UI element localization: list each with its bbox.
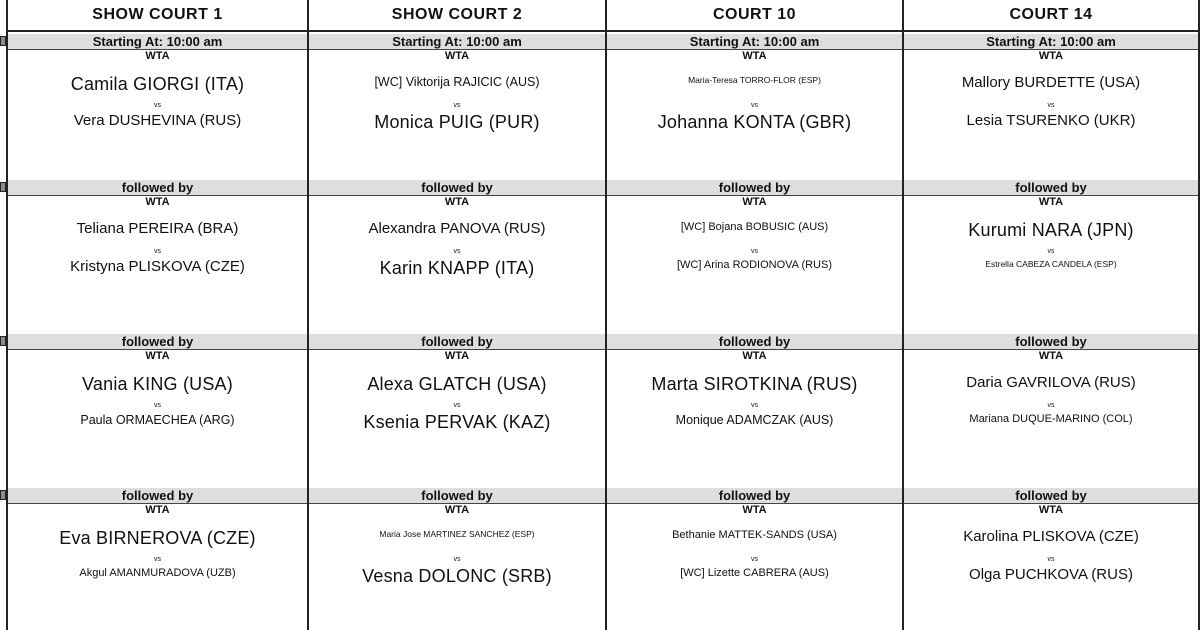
versus-label: vs (751, 402, 758, 409)
tour-label: WTA (742, 350, 767, 362)
versus-label: vs (751, 102, 758, 109)
player-one: Vania KING (USA) (82, 374, 233, 394)
player-two: Ksenia PERVAK (KAZ) (363, 412, 551, 432)
tour-label: WTA (444, 504, 470, 516)
player-one: [WC] Viktorija RAJICIC (AUS) (374, 75, 540, 89)
player-two: Paula ORMAECHEA (ARG) (80, 413, 235, 427)
court-column (605, 0, 902, 630)
versus-label: vs (453, 248, 461, 255)
versus-label: vs (1047, 248, 1055, 255)
tour-label: WTA (145, 196, 170, 208)
versus-label: vs (453, 402, 461, 409)
versus-label: vs (154, 102, 161, 109)
followed-by-label: followed by (8, 180, 307, 196)
court-name: SHOW COURT 2 (309, 0, 605, 32)
followed-by-label: followed by (904, 180, 1198, 196)
tour-label: WTA (145, 50, 170, 62)
tour-label: WTA (1038, 504, 1064, 516)
versus-label: vs (453, 556, 461, 563)
followed-by-label: followed by (607, 334, 902, 350)
versus-label: vs (751, 248, 758, 255)
tour-label: WTA (145, 504, 170, 516)
followed-by-label: followed by (904, 334, 1198, 350)
player-two: Estrella CABEZA CANDELA (ESP) (985, 259, 1117, 269)
followed-by-label: followed by (8, 488, 307, 504)
player-one: Alexa GLATCH (USA) (367, 374, 547, 394)
tour-label: WTA (742, 50, 767, 62)
player-one: Maria-Teresa TORRO-FLOR (ESP) (688, 75, 821, 85)
versus-label: vs (751, 556, 758, 563)
start-time: Starting At: 10:00 am (607, 34, 902, 50)
player-two: Monique ADAMCZAK (AUS) (675, 413, 834, 427)
followed-by-label: followed by (309, 334, 605, 350)
court-name: COURT 10 (607, 0, 902, 32)
player-one: Daria GAVRILOVA (RUS) (966, 374, 1136, 391)
tour-label: WTA (444, 196, 470, 208)
court-column (6, 0, 307, 630)
followed-by-label: followed by (904, 488, 1198, 504)
tour-label: WTA (444, 350, 470, 362)
start-time: Starting At: 10:00 am (904, 34, 1198, 50)
player-one: Kurumi NARA (JPN) (968, 220, 1134, 240)
followed-by-label: followed by (607, 180, 902, 196)
player-two: Karin KNAPP (ITA) (379, 258, 535, 278)
player-two: Lesia TSURENKO (UKR) (966, 112, 1136, 129)
tour-label: WTA (742, 196, 767, 208)
player-one: Eva BIRNEROVA (CZE) (59, 528, 256, 548)
court-name: SHOW COURT 1 (8, 0, 307, 32)
player-two: Mariana DUQUE-MARINO (COL) (969, 413, 1133, 425)
player-one: Alexandra PANOVA (RUS) (368, 220, 546, 237)
player-one: Bethanie MATTEK-SANDS (USA) (672, 529, 837, 541)
tour-label: WTA (145, 350, 170, 362)
player-one: [WC] Bojana BOBUSIC (AUS) (680, 221, 829, 233)
player-one: Karolina PLISKOVA (CZE) (963, 528, 1139, 545)
player-one: Marta SIROTKINA (RUS) (651, 374, 858, 394)
player-two: [WC] Arina RODIONOVA (RUS) (676, 259, 833, 271)
order-of-play-grid (6, 0, 1200, 630)
player-one: Maria Jose MARTINEZ SANCHEZ (ESP) (379, 529, 535, 539)
tour-label: WTA (1038, 350, 1064, 362)
start-time: Starting At: 10:00 am (309, 34, 605, 50)
versus-label: vs (453, 102, 461, 109)
versus-label: vs (1047, 556, 1055, 563)
court-name: COURT 14 (904, 0, 1198, 32)
player-two: Kristyna PLISKOVA (CZE) (70, 258, 245, 275)
player-two: [WC] Lizette CABRERA (AUS) (680, 567, 829, 579)
tour-label: WTA (742, 504, 767, 516)
court-column (307, 0, 605, 630)
player-one: Camila GIORGI (ITA) (70, 74, 245, 94)
player-one: Mallory BURDETTE (USA) (961, 74, 1141, 91)
versus-label: vs (154, 402, 161, 409)
versus-label: vs (154, 248, 161, 255)
tour-label: WTA (444, 50, 470, 62)
player-two: Akgul AMANMURADOVA (UZB) (79, 567, 236, 579)
player-two: Johanna KONTA (GBR) (657, 112, 852, 132)
followed-by-label: followed by (607, 488, 902, 504)
player-two: Monica PUIG (PUR) (374, 112, 540, 132)
player-two: Vesna DOLONC (SRB) (362, 566, 552, 586)
court-column (902, 0, 1200, 630)
player-one: Teliana PEREIRA (BRA) (76, 220, 239, 237)
player-two: Olga PUCHKOVA (RUS) (969, 566, 1133, 583)
tour-label: WTA (1038, 196, 1064, 208)
versus-label: vs (1047, 402, 1055, 409)
tour-label: WTA (1038, 50, 1064, 62)
versus-label: vs (154, 556, 161, 563)
start-time: Starting At: 10:00 am (8, 34, 307, 50)
versus-label: vs (1047, 102, 1055, 109)
followed-by-label: followed by (309, 488, 605, 504)
player-two: Vera DUSHEVINA (RUS) (73, 112, 242, 129)
followed-by-label: followed by (8, 334, 307, 350)
followed-by-label: followed by (309, 180, 605, 196)
